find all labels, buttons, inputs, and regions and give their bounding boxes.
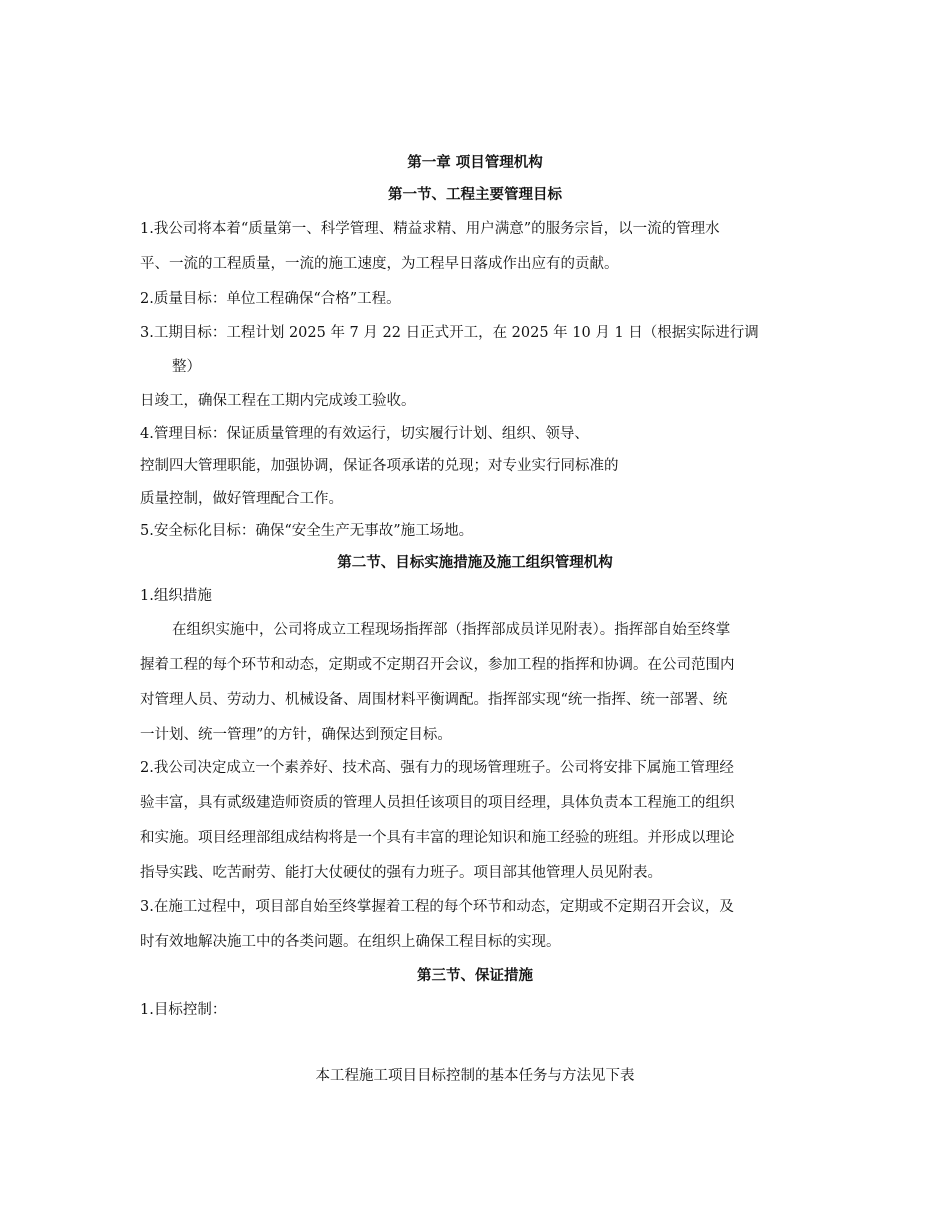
paragraph-line: 3.工期目标：工程计划 2025 年 7 月 22 日正式开工，在 2025 年 10 月 1 日（根据实际进行调 (140, 325, 759, 341)
table-caption: 本工程施工项目目标控制的基本任务与方法见下表 (315, 1068, 635, 1084)
section3-heading: 第三节、保证措施 (417, 968, 533, 984)
section1-heading: 第一节、工程主要管理目标 (388, 187, 562, 203)
paragraph-line: 2.质量目标：单位工程确保“合格”工程。 (140, 291, 401, 307)
paragraph-line: 时有效地解决施工中的各类问题。在组织上确保工程目标的实现。 (140, 934, 561, 950)
section2-heading: 第二节、目标实施措施及施工组织管理机构 (337, 555, 613, 571)
paragraph-line: 指导实践、吃苦耐劳、能打大仗硬仗的强有力班子。项目部其他管理人员见附表。 (140, 865, 662, 881)
paragraph-line: 1.目标控制： (140, 1002, 227, 1018)
paragraph-line: 3.在施工过程中，项目部自始至终掌握着工程的每个环节和动态，定期或不定期召开会议，及 (140, 899, 734, 915)
paragraph-line: 控制四大管理职能，加强协调，保证各项承诺的兑现；对专业实行同标准的 (140, 458, 619, 474)
paragraph-line: 4.管理目标：保证质量管理的有效运行，切实履行计划、组织、领导、 (140, 426, 589, 442)
paragraph-line: 1.组织措施 (140, 588, 212, 604)
paragraph-line: 握着工程的每个环节和动态，定期或不定期召开会议，参加工程的指挥和协调。在公司范围内 (140, 657, 735, 673)
paragraph-line: 2.我公司决定成立一个素养好、技术高、强有力的现场管理班子。公司将安排下属施工管理经 (140, 760, 734, 776)
paragraph-line: 日竣工，确保工程在工期内完成竣工验收。 (140, 393, 416, 409)
paragraph-line: 一计划、统一管理”的方针，确保达到预定目标。 (140, 727, 452, 743)
paragraph-line: 验丰富，具有贰级建造师资质的管理人员担任该项目的项目经理，具体负责本工程施工的组织 (140, 795, 735, 811)
paragraph-line: 和实施。项目经理部组成结构将是一个具有丰富的理论知识和施工经验的班组。并形成以理论 (140, 830, 735, 846)
paragraph-line: 1.我公司将本着“质量第一、科学管理、精益求精、用户满意”的服务宗旨，以一流的管理水 (140, 221, 720, 237)
paragraph-line: 在组织实施中，公司将成立工程现场指挥部（指挥部成员详见附表）。指挥部自始至终掌 (172, 622, 731, 638)
chapter-title: 第一章 项目管理机构 (407, 155, 543, 171)
paragraph-line: 平、一流的工程质量，一流的施工速度，为工程早日落成作出应有的贡献。 (140, 256, 619, 272)
paragraph-line: 质量控制，做好管理配合工作。 (140, 491, 343, 507)
paragraph-line: 整） (172, 359, 201, 375)
paragraph-line: 5.安全标化目标：确保“安全生产无事故”施工场地。 (140, 523, 474, 539)
paragraph-line: 对管理人员、劳动力、机械设备、周围材料平衡调配。指挥部实现“统一指挥、统一部署、统 (140, 692, 728, 708)
